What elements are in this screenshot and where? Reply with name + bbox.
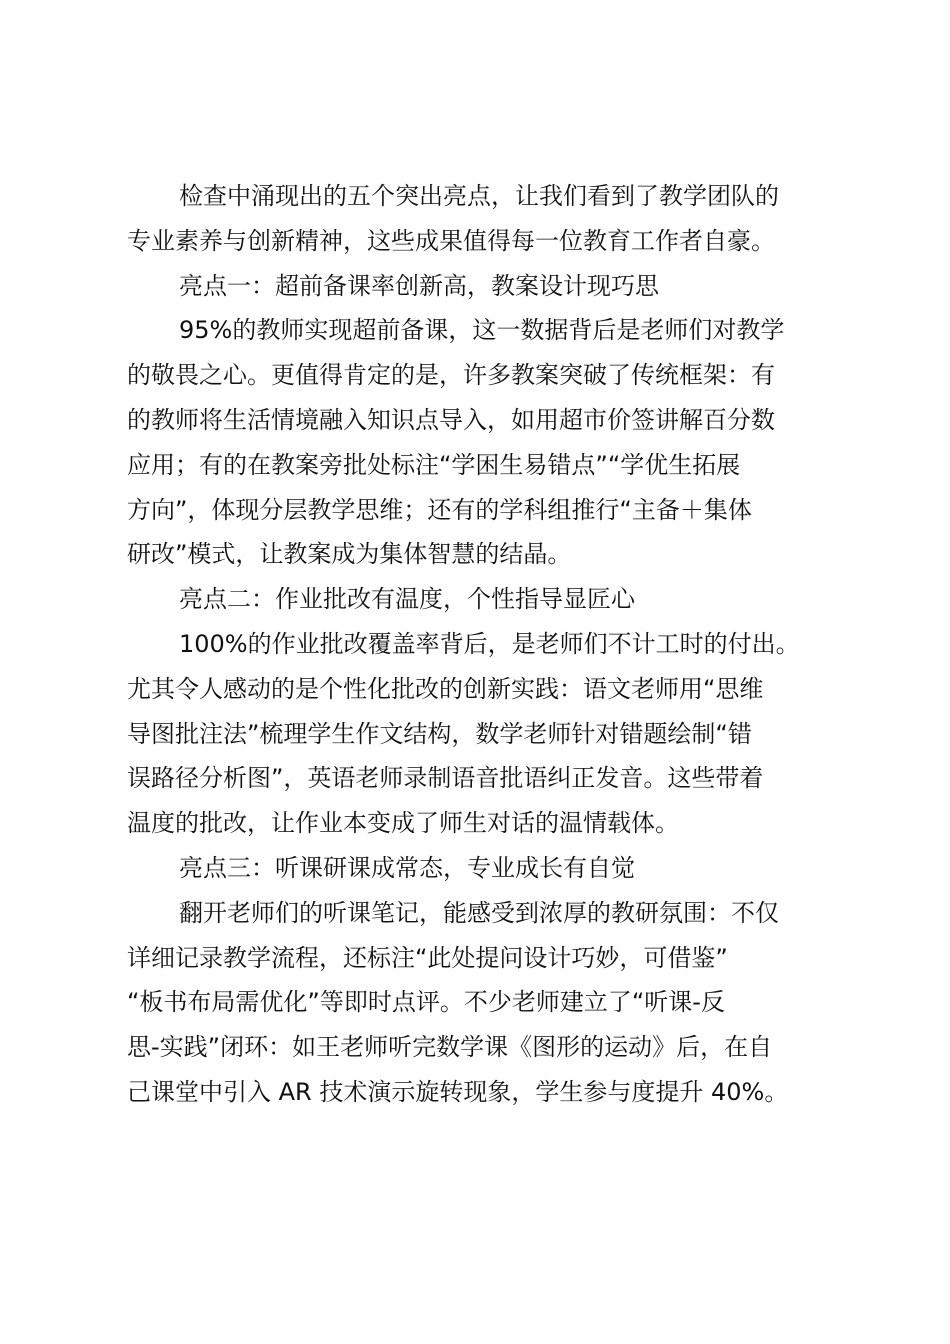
text-line: 应用；有的在教案旁批处标注“学困生易错点”“学优生拓展 bbox=[127, 450, 741, 479]
text-line: 误路径分析图”，英语老师录制语音批语纠正发音。这些带着 bbox=[127, 764, 764, 793]
text-line: 尤其令人感动的是个性化批改的创新实践：语文老师用“思维 bbox=[127, 674, 764, 703]
heading-highlight-three: 亮点三：听课研课成常态，专业成长有自觉 bbox=[179, 853, 635, 882]
document-body bbox=[127, 174, 839, 1115]
text-line: 思-实践”闭环：如王老师听完数学课《图形的运动》后，在自 bbox=[127, 1033, 773, 1062]
text-line: 的教师将生活情境融入知识点导入，如用超市价签讲解百分数 bbox=[127, 405, 775, 434]
text-line: 方向”，体现分层教学思维；还有的学科组推行“主备＋集体 bbox=[127, 495, 752, 524]
text-line: “板书布局需优化”等即时点评。不少老师建立了“听课-反 bbox=[127, 988, 725, 1017]
text-line: 翻开老师们的听课笔记，能感受到浓厚的教研氛围：不仅 bbox=[179, 898, 779, 927]
text-line: 温度的批改，让作业本变成了师生对话的温情载体。 bbox=[127, 809, 679, 838]
text-line: 专业素养与创新精神，这些成果值得每一位教育工作者自豪。 bbox=[127, 226, 775, 255]
text-line: 95%的教师实现超前备课，这一数据背后是老师们对教学 bbox=[179, 316, 785, 345]
text-line: 的敬畏之心。更值得肯定的是，许多教案突破了传统框架：有 bbox=[127, 361, 775, 390]
text-line: 己课堂中引入 AR 技术演示旋转现象，学生参与度提升 40%。 bbox=[127, 1077, 789, 1106]
text-line: 100%的作业批改覆盖率背后，是老师们不计工时的付出。 bbox=[179, 629, 800, 658]
text-line: 检查中涌现出的五个突出亮点，让我们看到了教学团队的 bbox=[179, 182, 779, 210]
heading-highlight-two: 亮点二：作业批改有温度，个性指导显匠心 bbox=[179, 585, 635, 614]
heading-highlight-one: 亮点一：超前备课率创新高，教案设计现巧思 bbox=[179, 271, 659, 300]
text-line: 研改”模式，让教案成为集体智慧的结晶。 bbox=[127, 540, 572, 569]
text-line: 详细记录教学流程，还标注“此处提问设计巧妙，可借鉴” bbox=[127, 943, 728, 972]
text-line: 导图批注法”梳理学生作文结构，数学老师针对错题绘制“错 bbox=[127, 719, 752, 748]
